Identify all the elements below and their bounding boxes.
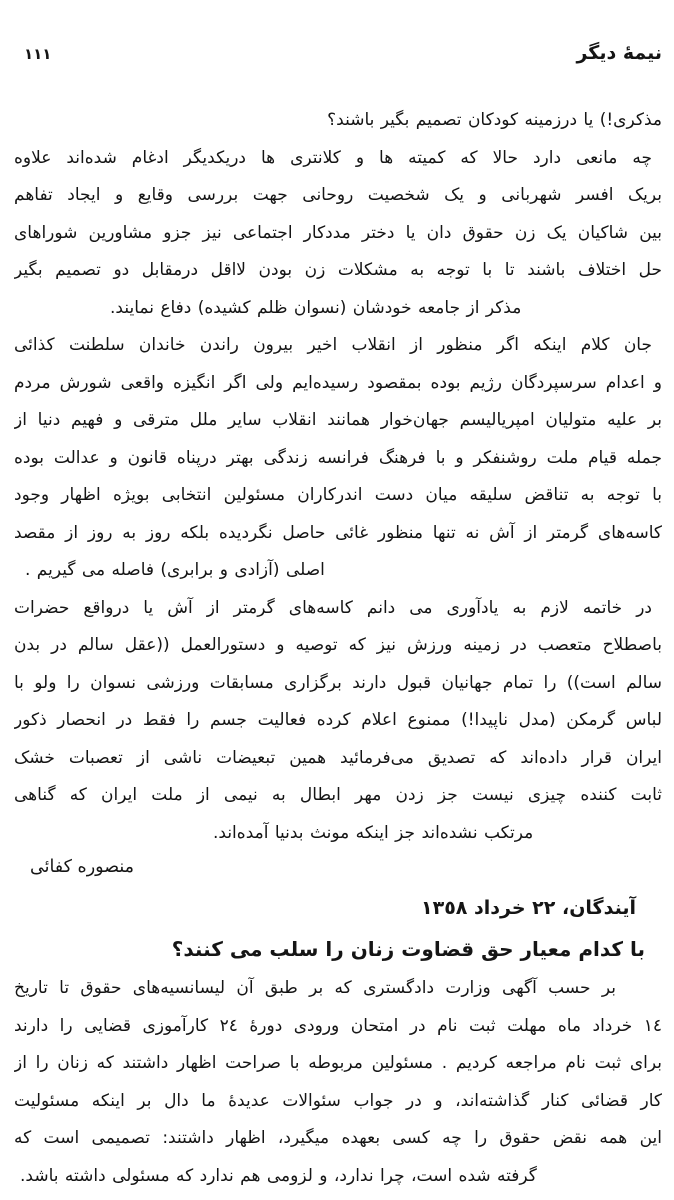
text-line: چه مانعی دارد حالا که کمیته ها و کلانتری ها دریکدیگر ادغام شده‌اند علاوه: [14, 147, 652, 168]
text-line: حل اختلاف باشند تا با توجه به مشکلات زن بودن لااقل درمقابل دو تصمیم بگیر: [14, 260, 662, 280]
text-line: کار قضائی کنار گذاشته‌اند، و در جواب سئوالات عدیدهٔ ما دال بر اینکه مسئولیت: [14, 1090, 662, 1111]
author-signature: منصوره کفائی: [30, 857, 135, 877]
text-line: مذکری!) یا درزمینه کودکان تصمیم بگیر باشند؟: [327, 110, 662, 130]
text-line: سالم است)) را تمام جهانیان قبول دارند برگزاری مسابقات ورزشی نسوان را ولو با: [14, 672, 662, 693]
paragraph: [14, 327, 662, 590]
page-header: [14, 38, 662, 69]
text-line: بریک افسر شهربانی و یک شخصیت روحانی جهت بررسی وقایع و ایجاد تفاهم: [14, 185, 662, 205]
text-line: جمله قیام ملت روشنفکر و با فرهنگ فرانسه زندگی بهتر درپناه قانون و عدالت بوده: [14, 447, 662, 468]
paragraph: [14, 140, 662, 328]
text-line: ثابت کننده چیزی نیست جز زدن مهر ابطال به نیمی از ملت ایران که گناهی: [14, 785, 662, 805]
article-title: با کدام معیار حق قضاوت زنان را سلب می کنند؟: [171, 937, 645, 961]
article-body: [14, 102, 662, 1195]
text-line: در خاتمه لازم به یادآوری می دانم کاسه‌های گرمتر از آش یا درواقع حضرات: [14, 597, 652, 618]
text-line: باصطلاح متعصب در زمینه ورزش نیز که توصیه و دستورالعمل ((عقل سالم در بدن: [14, 635, 662, 655]
paragraph: [14, 590, 662, 853]
text-line: ایران قرار داده‌اند که تصدیق می‌فرمائید همین تبعیضات ناشی از تعصبات خشک: [14, 747, 662, 768]
text-line: مذکر از جامعه خودشان (نسوان ظلم کشیده) دفاع نمایند.: [110, 297, 522, 318]
text-line: گرفته شده است، چرا ندارد، و لزومی هم ندارد که مسئولی داشته باشد.: [20, 1165, 537, 1186]
text-line: مرتکب نشده‌اند جز اینکه مونث بدنیا آمده‌اند.: [213, 822, 534, 843]
text-line: این همه نقض حقوق را چه کسی بعهده میگیرد، اظهار داشتند: تصمیمی است که: [14, 1128, 662, 1148]
text-line: بین شاکیان یک زن حقوق دان یا دختر مددکار اجتماعی نیز جزو مشاورین شوراهای: [14, 222, 662, 243]
text-line: ١٤ خرداد ماه مهلت ثبت نام در امتحان ورودی دورهٔ ٢٤ کارآموزی قضایی را دارند: [14, 1015, 662, 1036]
text-line: جان کلام اینکه اگر منظور از انقلاب اخیر بیرون راندن خاندان سلطنت کذائی: [14, 335, 652, 355]
page-number: ١١١: [24, 45, 52, 63]
paragraph: [14, 970, 662, 1195]
text-line: بر حسب آگهی وزارت دادگستری که بر طبق آن لیسانسیه‌های حقوق تا تاریخ: [14, 978, 616, 998]
journal-title: نیمهٔ دیگر: [576, 42, 662, 64]
text-line: برای ثبت نام مراجعه کردیم . مسئولین مربوطه با صراحت اظهار داشتند که زنان را از: [14, 1053, 662, 1073]
paragraph: [14, 102, 662, 140]
text-line: بر علیه متولیان امپریالیسم جهان‌خوار همانند انقلاب سایر ملل مترقی و فهیم دنیا از: [14, 410, 662, 430]
text-line: لباس گرمکن (مدل ناپیدا!) ممنوع اعلام کرده فعالیت جسم را فقط در انحصار ذکور: [14, 710, 662, 730]
text-line: کاسه‌های گرمتر از آش نه تنها منظور غائی حاصل نگردیده بلکه روز به روز از مقصد: [14, 522, 662, 543]
source-heading: آیندگان، ٢٢ خرداد ١٣٥٨: [421, 897, 636, 919]
text-line: و اعدام سرسپردگان رژیم بوده بمقصود رسیده‌ایم ولی اگر انگیزه واقعی شورش مردم: [14, 372, 662, 393]
text-line: با توجه به تناقض سلیقه میان دست اندرکاران مسئولین انتخابی بویژه اظهار وجود: [14, 485, 662, 505]
text-line: اصلی (آزادی و برابری) فاصله می گیریم .: [25, 560, 325, 580]
